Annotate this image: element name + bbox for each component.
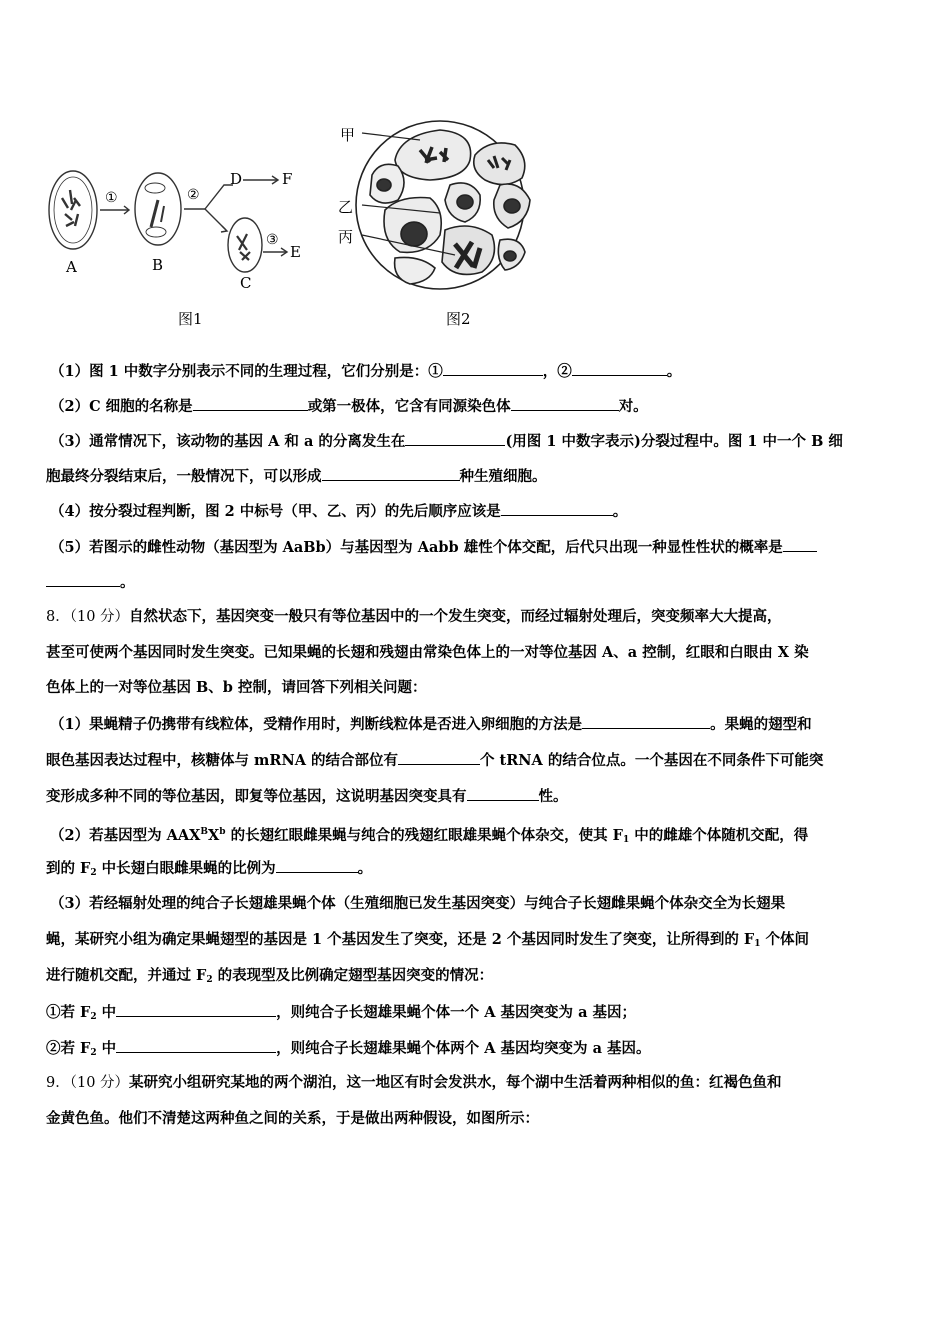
label-cell-b: B xyxy=(152,256,164,274)
label-d: D xyxy=(230,170,243,188)
q8-part-1-cont: 眼色基因表达过程中，核糖体与 mRNA 的结合部位有 个 tRNA 的结合位点。一个基因在不同条件下可能突 xyxy=(46,752,824,769)
cell-c xyxy=(228,218,262,272)
q8-part-2-cont: 到的 $F_2$ 中长翅白眼雌果蝇的比例为 。 xyxy=(46,860,373,878)
answer-blank xyxy=(322,466,460,481)
q8-intro-line-2: 甚至可使两个基因同时发生突变。已知果蝇的长翅和残翅由常染色体上的一对等位基因 A、a 控制，红眼和白眼由 X 染 xyxy=(46,644,809,661)
q8-part-3-cont-2: 进行随机交配，并通过 $F_2$ 的表现型及比例确定翅型基因突变的情况： xyxy=(46,967,494,985)
label-e: E xyxy=(290,243,301,261)
q8-intro-line-3: 色体上的一对等位基因 B、b 控制，请回答下列相关问题： xyxy=(46,679,427,696)
q8-part-1-cont-2: 变形成多种不同的等位基因，即复等位基因，这说明基因突变具有 性。 xyxy=(46,788,568,805)
q8-part-3-cont: 蝇，某研究小组为确定果蝇翅型的基因是 1 个基因发生了突变，还是 2 个基因同时发生了突变，让所得到的 $F_1$ 个体间 xyxy=(46,931,810,949)
answer-blank xyxy=(46,572,120,587)
answer-blank xyxy=(116,1002,276,1017)
q9-intro-line-2: 金黄色鱼。他们不清楚这两种鱼之间的关系，于是做出两种假设，如图所示： xyxy=(46,1110,539,1127)
label-jia: 甲 xyxy=(340,126,356,144)
step-2-label: ② xyxy=(187,187,200,203)
figure-area xyxy=(0,0,950,345)
figure-2-micrograph xyxy=(356,121,530,289)
q7-part-5: （5）若图示的雌性动物（基因型为 AaBb）与基因型为 Aabb 雄性个体交配，后代只出现一种显性性状的概率是 xyxy=(50,537,910,558)
figure-2-caption: 图2 xyxy=(446,310,471,328)
answer-blank xyxy=(276,858,358,873)
question-number: 8．（10 分） xyxy=(46,609,130,625)
answer-blank xyxy=(405,431,505,446)
figure-1-cell-division xyxy=(0,0,950,345)
label-bing: 丙 xyxy=(338,228,354,246)
cell-b xyxy=(135,173,181,245)
answer-blank xyxy=(116,1038,276,1053)
answer-blank xyxy=(572,361,667,376)
q8-intro-line-1: 8．（10 分）自然状态下，基因突变一般只有等位基因中的一个发生突变，而经过辐射处理后，突变频率大大提高， xyxy=(46,608,782,625)
answer-blank xyxy=(501,501,613,516)
q7-part-3: （3）通常情况下，该动物的基因 A 和 a 的分离发生在 (用图 1 中数字表示)分裂过程中。图 1 中一个 B 细 xyxy=(50,433,843,450)
q7-part-2: （2）C 细胞的名称是 或第一极体，它含有同源染色体 对。 xyxy=(50,398,648,415)
q8-part-1: （1）果蝇精子仍携带有线粒体，受精作用时，判断线粒体是否进入卵细胞的方法是 。果蝇的翅型和 xyxy=(50,716,812,733)
q7-part-5-cont: 。 xyxy=(46,572,910,593)
q7-part-3-cont: 胞最终分裂结束后，一般情况下，可以形成 种生殖细胞。 xyxy=(46,468,547,485)
figure-1-caption: 图1 xyxy=(178,310,203,328)
label-cell-c: C xyxy=(240,274,252,292)
cell-a-chromosomes xyxy=(62,190,80,226)
answer-blank xyxy=(511,396,619,411)
cell-a xyxy=(49,171,97,249)
step-3-label: ③ xyxy=(266,232,279,248)
answer-blank xyxy=(193,396,308,411)
question-number: 9．（10 分） xyxy=(46,1075,130,1091)
cell-a-spindle xyxy=(54,177,92,243)
answer-blank xyxy=(783,537,817,552)
q8-part-3: （3）若经辐射处理的纯合子长翅雄果蝇个体（生殖细胞已发生基因突变）与纯合子长翅雌果蝇个体杂交全为长翅果 xyxy=(50,895,786,912)
q7-part-4: （4）按分裂过程判断，图 2 中标号（甲、乙、丙）的先后顺序应该是 。 xyxy=(50,503,628,520)
q8-result-1: ①若 $F_2$ 中 ，则纯合子长翅雄果蝇个体一个 A 基因突变为 a 基因； xyxy=(46,1004,637,1022)
step-1-label: ① xyxy=(105,190,118,206)
answer-blank xyxy=(443,361,543,376)
q8-part-2: （2）若基因型为 $AAX^BX^b$ 的长翅红眼雌果蝇与纯合的残翅红眼雄果蝇个体杂交，使其 $F_1$ 中的雌雄个体随机交配，得 xyxy=(50,827,809,845)
q9-intro-line-1: 9．（10 分）某研究小组研究某地的两个湖泊，这一地区有时会发洪水，每个湖中生活着两种相似的鱼：红褐色鱼和 xyxy=(46,1074,782,1091)
label-cell-a: A xyxy=(66,258,77,276)
answer-blank xyxy=(582,714,710,729)
label-f: F xyxy=(282,170,293,188)
label-yi: 乙 xyxy=(338,198,354,216)
q8-result-2: ②若 $F_2$ 中 ，则纯合子长翅雄果蝇个体两个 A 基因均突变为 a 基因。 xyxy=(46,1040,651,1058)
answer-blank xyxy=(398,750,480,765)
answer-blank xyxy=(467,786,539,801)
q7-part-1: （1）图 1 中数字分别表示不同的生理过程，它们分别是：① ，② 。 xyxy=(50,363,682,380)
